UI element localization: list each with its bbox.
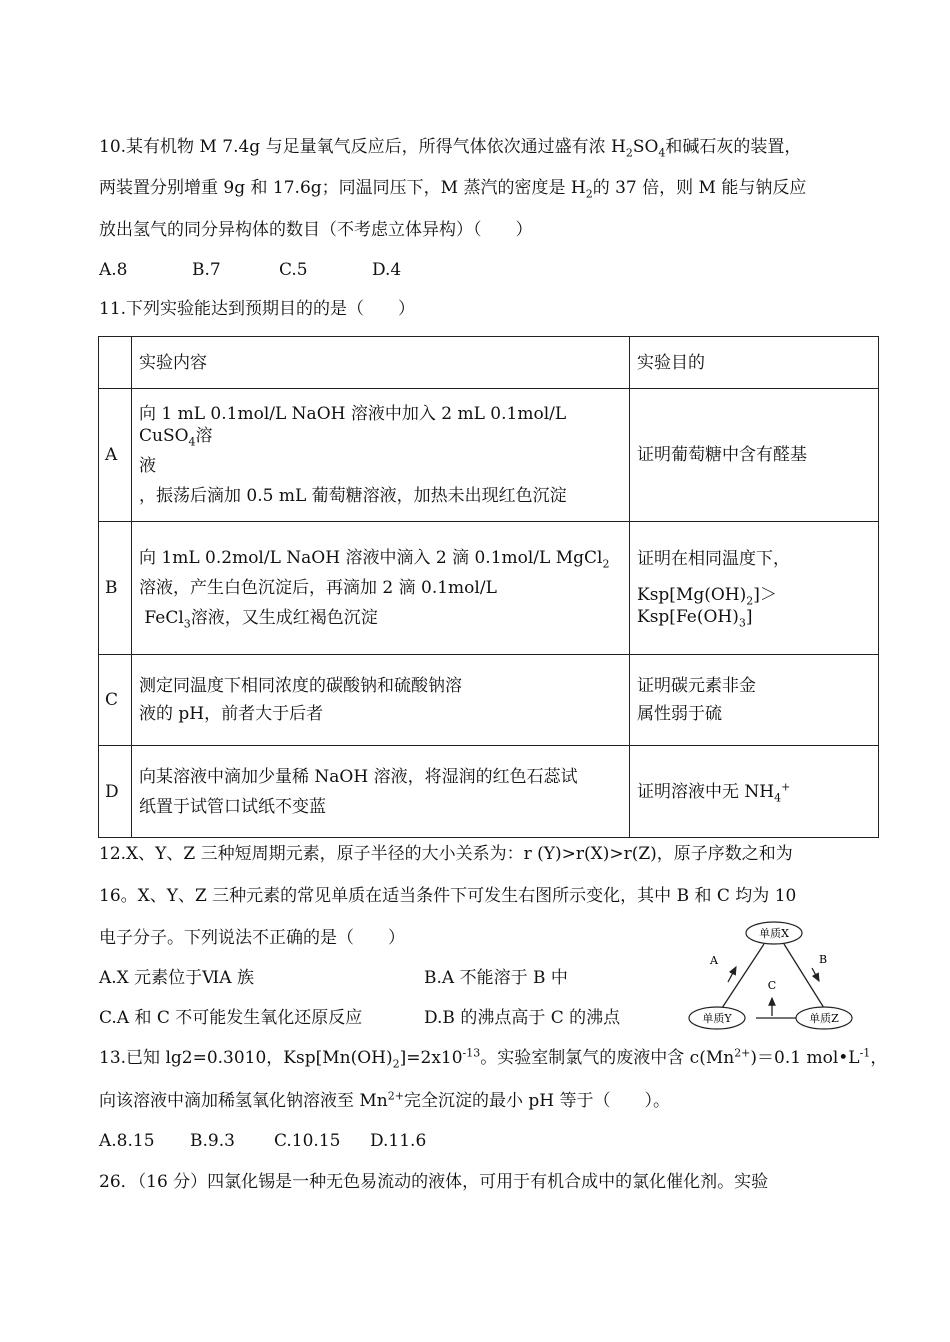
- q10-option-d: D.4: [372, 260, 402, 280]
- arrow-a: [728, 967, 736, 982]
- row-label: B: [99, 522, 132, 655]
- table-row: [99, 655, 879, 746]
- q10-option-c: C.5: [279, 260, 308, 280]
- q10-line-2: 两装置分别增重 9g 和 17.6g；同温同压下，M 蒸汽的密度是 $H_2$的 37 倍，则 M 能与钠反应: [99, 178, 807, 201]
- header-cell-label: [99, 337, 132, 389]
- node-z-label: 单质Z: [809, 1012, 839, 1025]
- row-content: 向某溶液中滴加少量稀 NaOH 溶液，将湿润的红色石蕊试 纸置于试管口试纸不变蓝: [132, 746, 630, 838]
- row-content: 向 1mL 0.2mol/L NaOH 溶液中滴入 2 滴 0.1mol/L MgCl$_2$ 溶液，产生白色沉淀后，再滴加 2 滴 0.1mol/L FeCl$_3$溶液，又生成红褐色沉淀: [132, 522, 630, 655]
- q12-line-3: 电子分子。下列说法不正确的是（ ）: [99, 928, 405, 948]
- table-row: [99, 522, 879, 655]
- label-b: B: [818, 953, 828, 966]
- q26-line-1: 26．（16 分）四氯化锡是一种无色易流动的液体，可用于有机合成中的氯化催化剂。实验: [99, 1172, 769, 1192]
- header-cell-content: 实验内容: [132, 337, 630, 389]
- label-a: A: [710, 954, 718, 967]
- table-header-row: [99, 337, 879, 389]
- row-label: D: [99, 746, 132, 838]
- q11-stem: 11.下列实验能达到预期目的的是（ ）: [99, 299, 416, 319]
- reaction-triangle-diagram: [684, 918, 862, 1036]
- q13-option-c: C.10.15: [274, 1131, 341, 1151]
- q13-line-1: 13.已知 lg2=0.3010，$Ksp[Mn(OH)_2]=2x10^{-13}$。实验室制氯气的废液中含 $c(Mn^{2+})=0.1$ $mol•L^{-1}$，: [99, 1046, 888, 1071]
- q12-option-d: D.B 的沸点高于 C 的沸点: [424, 1008, 621, 1028]
- arrow-b: [812, 968, 819, 981]
- q13-line-2: 向该溶液中滴加稀氢氧化钠溶液至 $Mn^{2+}$完全沉淀的最小 pH 等于（ ）。: [99, 1089, 670, 1111]
- q12-line-2: 16。X、Y、Z 三种元素的常见单质在适当条件下可发生右图所示变化，其中 B 和 C 均为 10: [99, 886, 797, 906]
- row-label: A: [99, 389, 132, 522]
- row-purpose: 证明葡萄糖中含有醛基: [630, 389, 879, 522]
- edge-x-y: [722, 944, 764, 1008]
- q12-option-b: B.A 不能溶于 B 中: [424, 968, 568, 988]
- row-purpose: 证明碳元素非金 属性弱于硫: [630, 655, 879, 746]
- row-content: 测定同温度下相同浓度的碳酸钠和硫酸钠溶 液的 pH，前者大于后者: [132, 655, 630, 746]
- table-row: [99, 389, 879, 522]
- header-cell-purpose: 实验目的: [630, 337, 879, 389]
- q13-option-d: D.11.6: [370, 1131, 427, 1151]
- row-label: C: [99, 655, 132, 746]
- q11-table: [98, 336, 879, 838]
- q12-option-c: C.A 和 C 不可能发生氧化还原反应: [99, 1008, 363, 1028]
- q10-line-3: 放出氢气的同分异构体的数目（不考虑立体异构）（ ）: [99, 220, 533, 240]
- q10-line-1: 10.某有机物 M 7.4g 与足量氧气反应后，所得气体依次通过盛有浓 $H_2SO_4$和碱石灰的装置，: [99, 137, 802, 160]
- node-y-label: 单质Y: [702, 1012, 732, 1025]
- row-purpose: 证明溶液中无 $NH_4^+$: [630, 746, 879, 838]
- table-row: [99, 746, 879, 838]
- q10-option-b: B.7: [192, 260, 221, 280]
- q12-line-1: 12.X、Y、Z 三种短周期元素，原子半径的大小关系为：r (Y)>r(X)>r(Z)，原子序数之和为: [99, 844, 793, 864]
- label-c: C: [767, 979, 777, 992]
- row-content: 向 1 mL 0.1mol/L NaOH 溶液中加入 2 mL 0.1mol/L CuSO$_4$溶 液 ，振荡后滴加 0.5 mL 葡萄糖溶液，加热未出现红色沉淀: [132, 389, 630, 522]
- q10-option-a: A.8: [99, 260, 128, 280]
- q13-option-a: A.8.15: [99, 1131, 155, 1151]
- q13-option-b: B.9.3: [190, 1131, 235, 1151]
- row-purpose: 证明在相同温度下， $Ksp[Mg(OH)_2]>Ksp[Fe(OH)_3]$: [630, 522, 879, 655]
- node-x-label: 单质X: [759, 927, 789, 940]
- q12-option-a: A.X 元素位于ⅥA 族: [99, 968, 254, 988]
